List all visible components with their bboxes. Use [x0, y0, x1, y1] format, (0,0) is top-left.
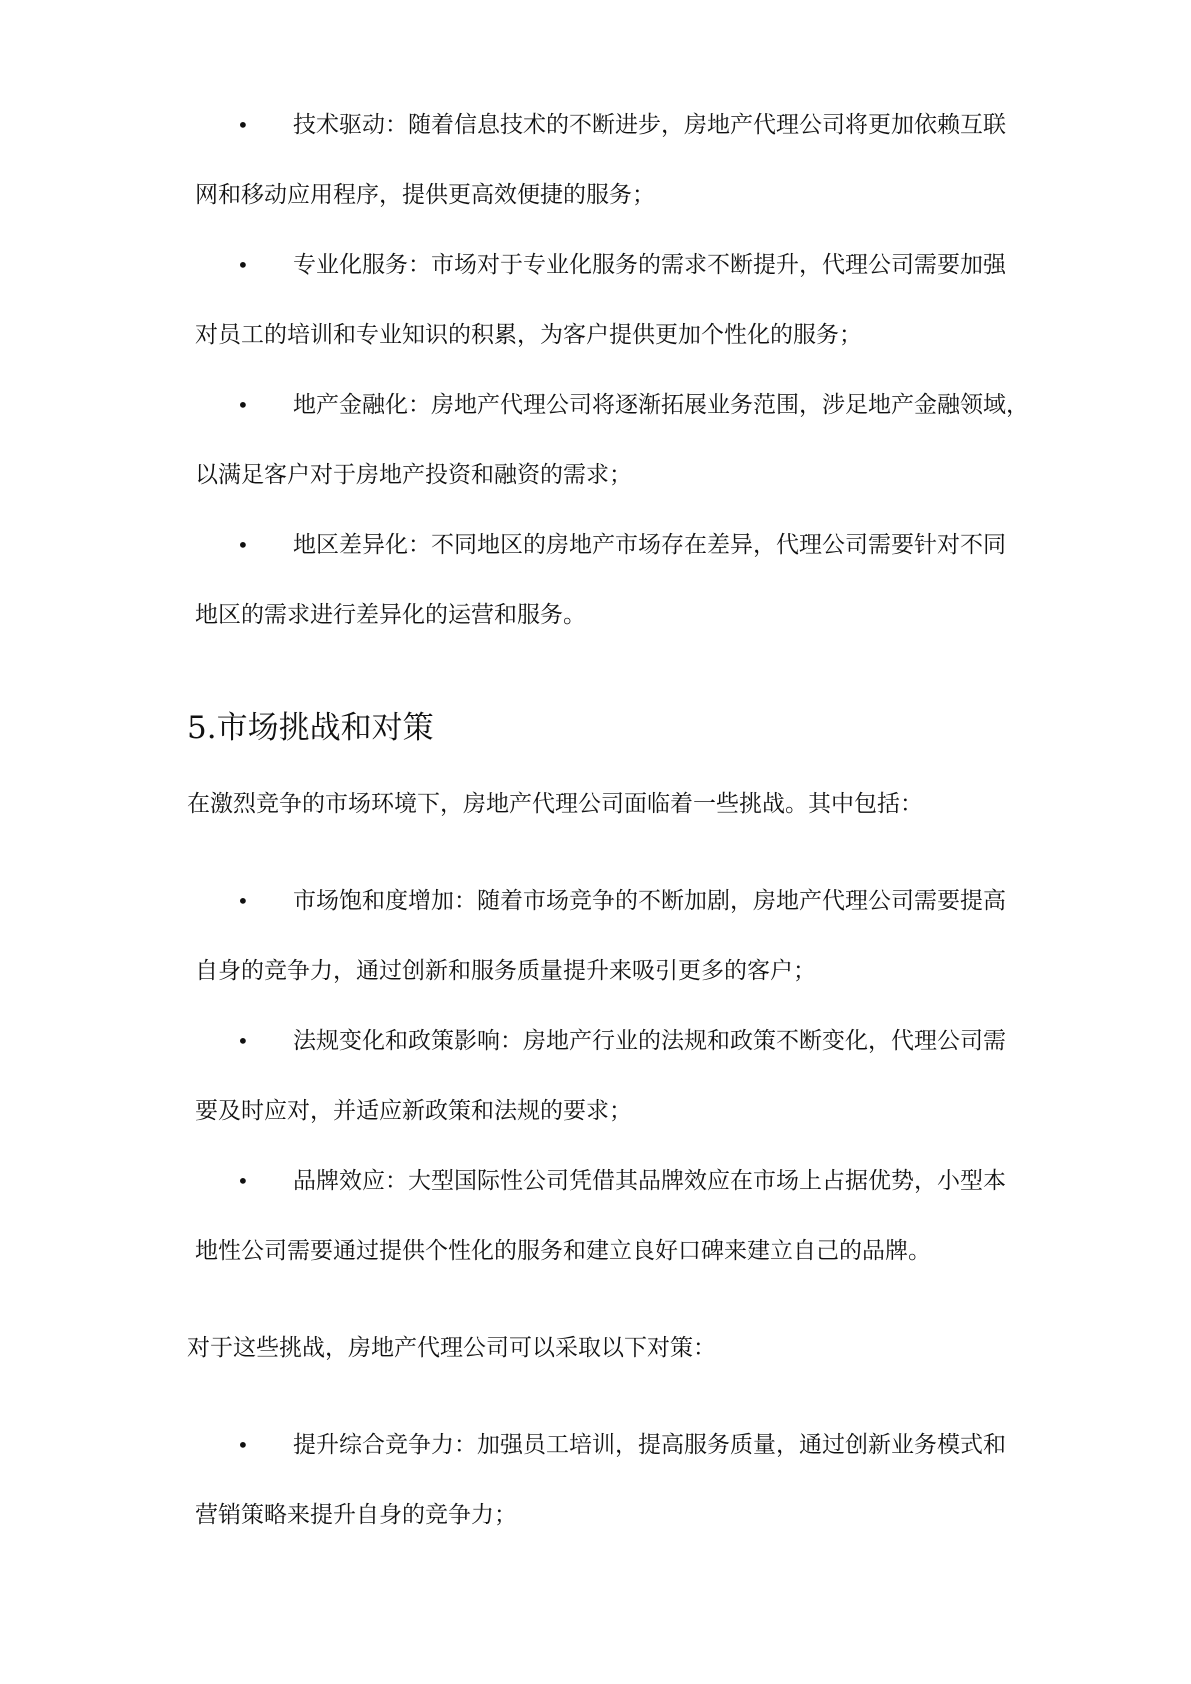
- list-item-text: 市场饱和度增加：随着市场竞争的不断加剧，房地产代理公司需要提高: [293, 888, 1006, 914]
- paragraph: 对于这些挑战，房地产代理公司可以采取以下对策：: [187, 1335, 716, 1361]
- bullet-icon: •: [237, 393, 249, 417]
- list-item-text: 网和移动应用程序，提供更高效便捷的服务；: [195, 182, 655, 208]
- bullet-icon: •: [237, 1169, 249, 1193]
- paragraph: 在激烈竞争的市场环境下，房地产代理公司面临着一些挑战。其中包括：: [187, 791, 923, 817]
- bullet-icon: •: [237, 533, 249, 557]
- bullet-icon: •: [237, 1433, 249, 1457]
- list-item: [195, 370, 1055, 510]
- bullet-icon: •: [237, 253, 249, 277]
- list-item-text: 法规变化和政策影响：房地产行业的法规和政策不断变化，代理公司需: [293, 1028, 1006, 1054]
- list-item-text: 品牌效应：大型国际性公司凭借其品牌效应在市场上占据优势，小型本: [293, 1168, 1006, 1194]
- list-item-text: 地区的需求进行差异化的运营和服务。: [195, 602, 586, 628]
- list-item: [195, 90, 1055, 230]
- section-heading: 5.市场挑战和对策: [187, 710, 434, 746]
- list-item: [195, 1006, 1055, 1146]
- list-item-text: 对员工的培训和专业知识的积累，为客户提供更加个性化的服务；: [195, 322, 862, 348]
- list-item: [195, 510, 1055, 650]
- bullet-icon: •: [237, 113, 249, 137]
- list-item: [195, 230, 1055, 370]
- list-item-text: 以满足客户对于房地产投资和融资的需求；: [195, 462, 632, 488]
- bullet-icon: •: [237, 1029, 249, 1053]
- list-item-text: 地区差异化：不同地区的房地产市场存在差异，代理公司需要针对不同: [293, 532, 1006, 558]
- list-item-text: 营销策略来提升自身的竞争力；: [195, 1502, 517, 1528]
- list-item: [195, 866, 1055, 1006]
- list-item-text: 要及时应对，并适应新政策和法规的要求；: [195, 1098, 632, 1124]
- list-item-text: 技术驱动：随着信息技术的不断进步，房地产代理公司将更加依赖互联: [293, 112, 1006, 138]
- bullet-icon: •: [237, 889, 249, 913]
- list-item-text: 自身的竞争力，通过创新和服务质量提升来吸引更多的客户；: [195, 958, 816, 984]
- list-item-text: 地性公司需要通过提供个性化的服务和建立良好口碑来建立自己的品牌。: [195, 1238, 931, 1264]
- list-item-text: 提升综合竞争力：加强员工培训，提高服务质量，通过创新业务模式和: [293, 1432, 1006, 1458]
- list-item: [195, 1410, 1055, 1550]
- list-item-text: 地产金融化：房地产代理公司将逐渐拓展业务范围，涉足地产金融领域，: [293, 392, 1029, 418]
- list-item: [195, 1146, 1055, 1286]
- list-item-text: 专业化服务：市场对于专业化服务的需求不断提升，代理公司需要加强: [293, 252, 1006, 278]
